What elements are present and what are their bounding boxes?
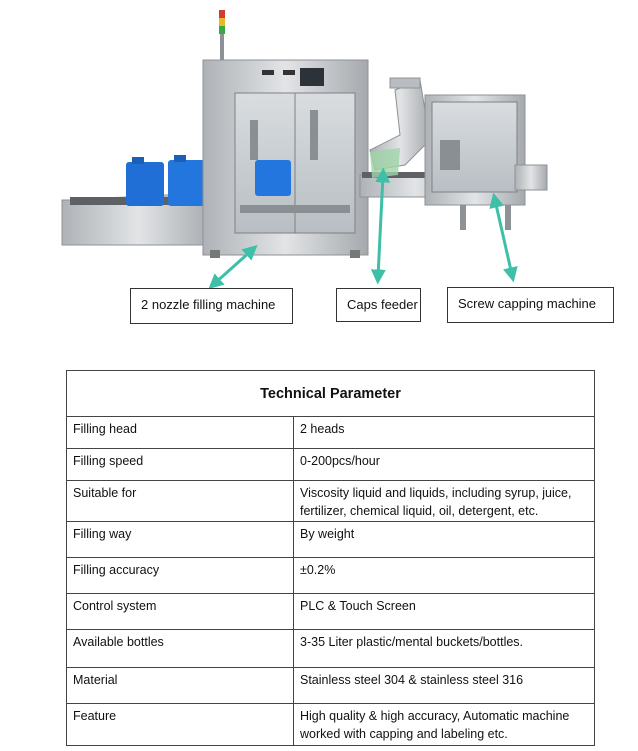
callout-caps-feeder <box>336 288 421 322</box>
machine-line-illustration <box>0 0 638 290</box>
table-row <box>67 417 595 449</box>
param-value: PLC & Touch Screen <box>294 594 595 630</box>
param-label: Filling accuracy <box>67 558 294 594</box>
param-value: ±0.2% <box>294 558 595 594</box>
table-row <box>67 481 595 522</box>
param-label: Material <box>67 668 294 704</box>
table-row <box>67 630 595 668</box>
callout-caps-feeder-label: Caps feeder <box>347 297 418 312</box>
param-label: Suitable for <box>67 481 294 522</box>
table-row <box>67 449 595 481</box>
table-row <box>67 522 595 558</box>
jerrycan-2 <box>168 155 206 206</box>
param-label: Feature <box>67 704 294 746</box>
capping-machine-body <box>425 95 525 230</box>
param-value: 3-35 Liter plastic/mental buckets/bottles. <box>294 630 595 668</box>
table-row <box>67 594 595 630</box>
param-label: Control system <box>67 594 294 630</box>
table-row <box>67 668 595 704</box>
param-value: High quality & high accuracy, Automatic machine worked with capping and labeling etc. <box>294 704 595 746</box>
param-value: 2 heads <box>294 417 595 449</box>
callout-capping-machine-label: Screw capping machine <box>458 296 597 311</box>
param-label: Filling head <box>67 417 294 449</box>
callout-filling-machine-label: 2 nozzle filling machine <box>141 297 276 312</box>
technical-parameter-table <box>66 370 595 746</box>
caps-feeder-chute <box>370 78 430 178</box>
callout-filling-machine <box>130 288 293 324</box>
param-value: 0-200pcs/hour <box>294 449 595 481</box>
table-row <box>67 558 595 594</box>
signal-tower <box>219 10 225 60</box>
param-value: Stainless steel 304 & stainless steel 316 <box>294 668 595 704</box>
param-label: Filling speed <box>67 449 294 481</box>
table-title: Technical Parameter <box>67 371 595 417</box>
filling-machine-body <box>203 60 368 258</box>
param-value: Viscosity liquid and liquids, including syrup, juice, fertilizer, chemical liquid, oil, detergent, etc. <box>294 481 595 522</box>
table-row <box>67 704 595 746</box>
callout-capping-machine <box>447 287 614 323</box>
jerrycan-inside <box>255 160 291 196</box>
table-title-row <box>67 371 595 417</box>
jerrycan-1 <box>126 157 164 206</box>
param-label: Available bottles <box>67 630 294 668</box>
param-label: Filling way <box>67 522 294 558</box>
param-value: By weight <box>294 522 595 558</box>
outfeed-conveyor <box>515 165 547 190</box>
